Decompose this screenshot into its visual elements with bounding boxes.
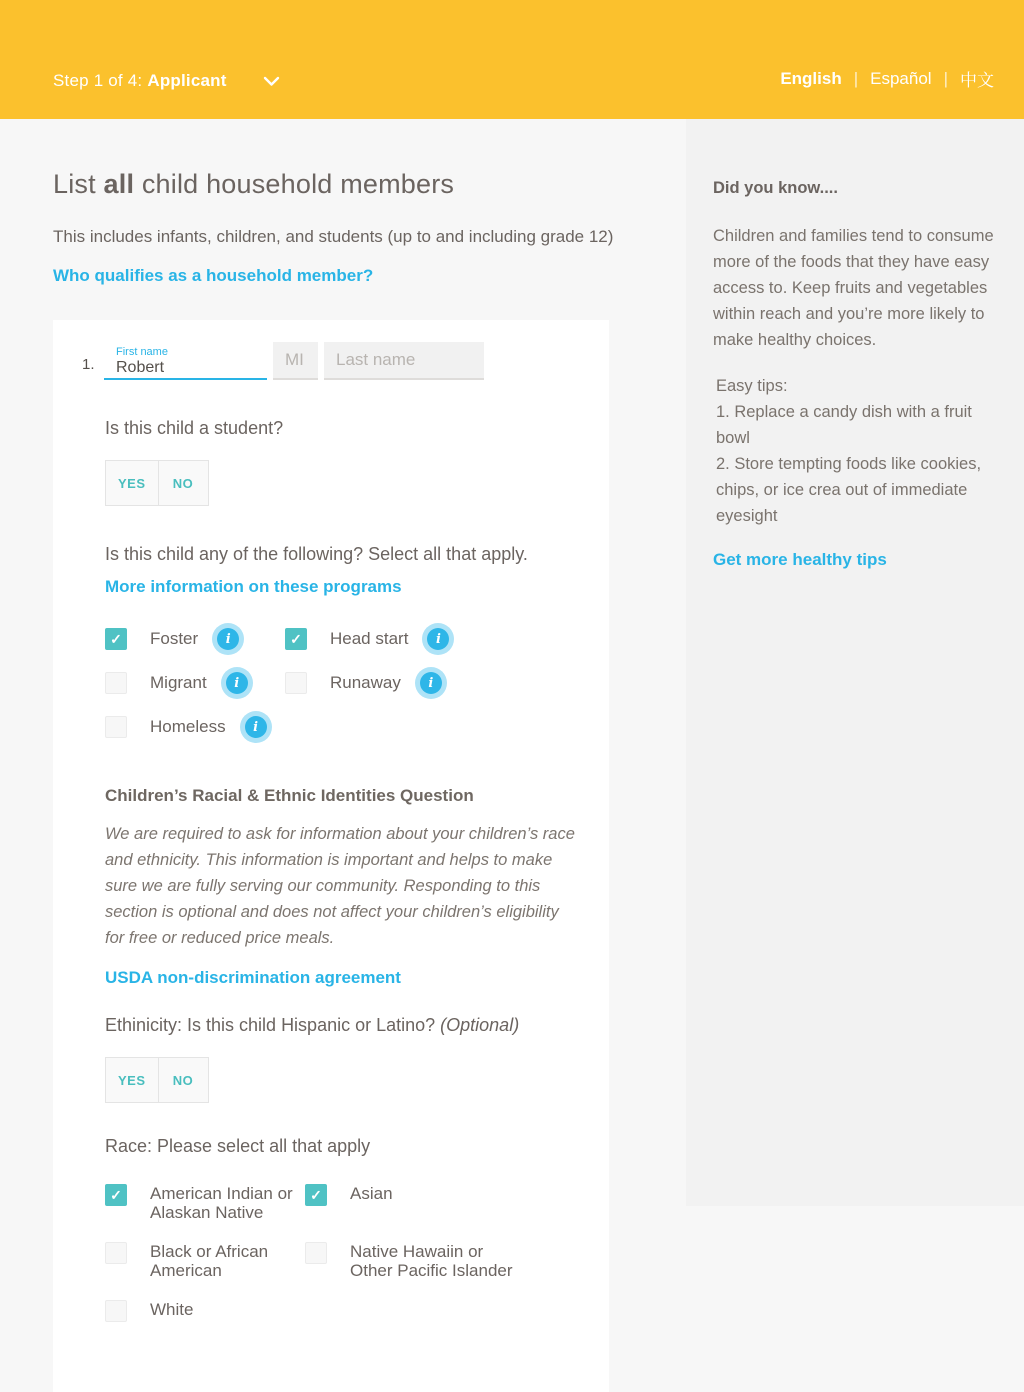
tip-item-1: 1. Replace a candy dish with a fruit bowl (716, 403, 972, 447)
chevron-down-icon (263, 76, 280, 87)
race-option-asian (305, 1184, 569, 1222)
page-title-pre: List (53, 169, 104, 199)
ethnicity-no-button[interactable]: NO (158, 1058, 208, 1102)
runaway-checkbox[interactable] (285, 672, 307, 694)
american-indian-checkbox[interactable] (105, 1184, 127, 1206)
race-question: Race: Please select all that apply (105, 1136, 371, 1156)
language-separator: | (853, 68, 859, 88)
asian-checkbox[interactable] (305, 1184, 327, 1206)
last-name-input[interactable] (324, 342, 484, 378)
page-subtitle: This includes infants, children, and students (up to and including grade 12) (53, 227, 614, 246)
foster-label: Foster (150, 629, 199, 648)
middle-initial-input[interactable] (273, 342, 318, 378)
program-option-migrant (105, 672, 285, 694)
usda-agreement-link[interactable]: USDA non-discrimination agreement (105, 968, 401, 987)
race-option-pacific-islander (305, 1242, 569, 1280)
healthy-tips-link[interactable]: Get more healthy tips (713, 550, 887, 569)
student-no-button[interactable]: NO (158, 461, 208, 505)
homeless-checkbox[interactable] (105, 716, 127, 738)
page-title (53, 169, 686, 200)
migrant-checkbox[interactable] (105, 672, 127, 694)
first-name-input[interactable] (116, 358, 267, 378)
programs-info-link[interactable]: More information on these programs (105, 577, 402, 596)
foster-info-icon[interactable]: i (217, 628, 239, 650)
student-question: Is this child a student? (105, 418, 284, 438)
sidebar-tips (716, 373, 994, 529)
student-yes-no-group (105, 460, 209, 506)
race-section-description: We are required to ask for information about your children’s race and ethnicity. This information is important and helps to make sure we are fully serving our community. Responding to this section is optional and does not affect your children’s eligibility for free or reduced price meals. (105, 825, 575, 947)
ethnicity-question-text: Ethinicity: Is this child Hispanic or Latino? (105, 1015, 441, 1035)
head-start-info-icon[interactable]: i (427, 628, 449, 650)
language-separator: | (943, 68, 948, 88)
race-option-black (105, 1242, 305, 1280)
programs-question: Is this child any of the following? Select all that apply. (105, 544, 528, 564)
member-name-row (82, 342, 569, 380)
page-title-bold: all (103, 169, 135, 199)
race-option-white (105, 1300, 305, 1322)
main-content (0, 119, 686, 1319)
step-prefix: Step 1 of 4: (53, 71, 143, 90)
homeless-label: Homeless (150, 717, 226, 736)
did-you-know-sidebar (686, 119, 1024, 1206)
runaway-label: Runaway (330, 673, 401, 692)
language-espanol[interactable]: Español (870, 68, 932, 88)
language-chinese[interactable]: 中文 (960, 71, 994, 90)
migrant-label: Migrant (150, 673, 207, 692)
program-option-foster (105, 628, 285, 650)
student-yes-button[interactable]: YES (106, 461, 158, 505)
tip-item-2: 2. Store tempting foods like cookies, chips, or ice crea out of immediate eyesight (716, 455, 982, 525)
race-option-american-indian (105, 1184, 305, 1222)
ethnicity-question (105, 1015, 569, 1036)
races-checkbox-grid (105, 1184, 569, 1322)
member-index: 1. (82, 356, 95, 373)
child-member-card (53, 320, 609, 1392)
ethnicity-optional-text: (Optional) (440, 1015, 520, 1035)
pacific-islander-label: Native Hawaiin or Other Pacific Islander (350, 1242, 513, 1280)
first-name-field (104, 342, 267, 380)
first-name-label: First name (116, 346, 168, 358)
programs-checkbox-grid (105, 628, 569, 738)
head-start-label: Head start (330, 629, 409, 648)
language-english[interactable]: English (780, 68, 842, 88)
program-option-runaway (285, 672, 569, 694)
who-qualifies-link[interactable]: Who qualifies as a household member? (53, 266, 374, 285)
white-label: White (150, 1300, 194, 1319)
program-option-head-start (285, 628, 569, 650)
tips-label: Easy tips: (716, 377, 788, 395)
language-switcher (780, 66, 994, 91)
homeless-info-icon[interactable]: i (245, 716, 267, 738)
program-option-homeless (105, 716, 285, 738)
migrant-info-icon[interactable]: i (226, 672, 248, 694)
asian-label: Asian (350, 1184, 393, 1203)
ethnicity-yes-button[interactable]: YES (106, 1058, 158, 1102)
black-checkbox[interactable] (105, 1242, 127, 1264)
header (0, 0, 1024, 119)
sidebar-paragraph: Children and families tend to consume more of the foods that they have easy access to. Keep fruits and vegetables within reach and you’re more likely to make healthy choices. (713, 227, 994, 349)
pacific-islander-checkbox[interactable] (305, 1242, 327, 1264)
american-indian-label: American Indian or Alaskan Native (150, 1184, 293, 1222)
page-title-post: child household members (134, 169, 455, 199)
race-section-heading: Children’s Racial & Ethnic Identities Question (105, 786, 474, 805)
ethnicity-yes-no-group (105, 1057, 209, 1103)
sidebar-heading: Did you know.... (713, 179, 838, 197)
runaway-info-icon[interactable]: i (420, 672, 442, 694)
white-checkbox[interactable] (105, 1300, 127, 1322)
step-selector-dropdown[interactable] (53, 71, 280, 91)
head-start-checkbox[interactable] (285, 628, 307, 650)
foster-checkbox[interactable] (105, 628, 127, 650)
step-current: Applicant (147, 71, 227, 90)
last-name-field (324, 342, 484, 380)
middle-initial-field (273, 342, 318, 380)
black-label: Black or African American (150, 1242, 269, 1280)
